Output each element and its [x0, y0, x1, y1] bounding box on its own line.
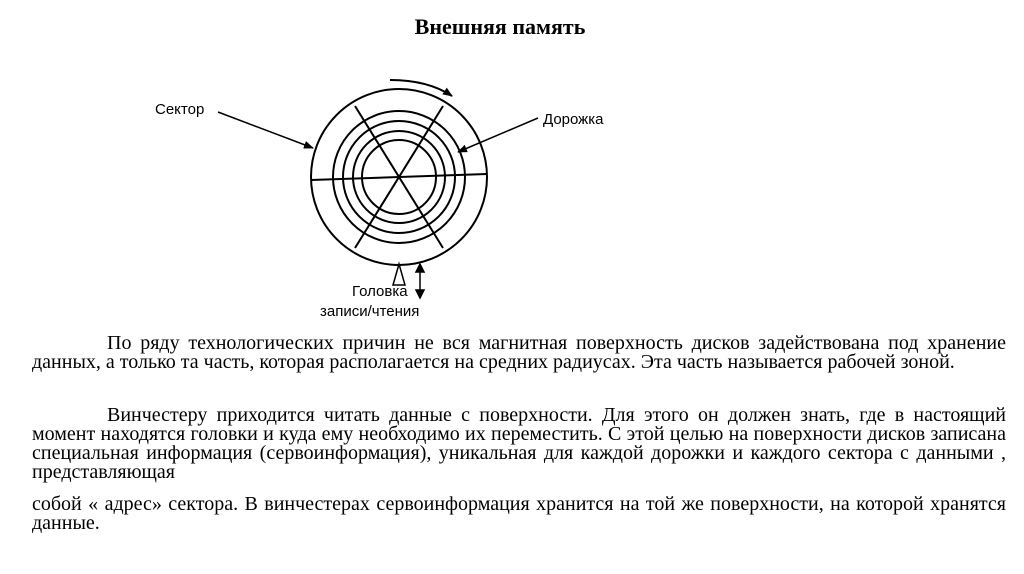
head-label-line2: записи/чтения — [320, 303, 420, 320]
track-label: Дорожка — [543, 111, 604, 128]
rotation-arrow — [390, 80, 452, 96]
head-label-line1: Головка — [352, 283, 408, 300]
paragraph-servo-info: Винчестеру приходится читать данные с поверхности. Для этого он должен знать, где в настоящий момент находятся головки и куда ему необходимо их переместить. С этой целью на поверхности дисков записана специальная информация (сервоинформация), уникальная для каждой дорожки и каждого сектора с данными , представляющая — [32, 404, 1006, 483]
sector-label: Сектор — [155, 101, 205, 118]
page-title: Внешняя память — [414, 14, 586, 39]
paragraph-sector-address: собой « адрес» сектора. В винчестерах сервоинформация хранится на той же поверхности, на которой хранятся данные. — [32, 493, 1006, 534]
sector-lines — [311, 106, 487, 248]
sector-pointer-arrow — [218, 112, 313, 148]
paragraph-working-zone: По ряду технологических причин не вся магнитная поверхность дисков задействована под хранение данных, а только та часть, которая располагается на средних радиусах. Эта часть называется рабочей зоной. — [32, 332, 1006, 373]
head-movement-arrow — [416, 264, 424, 298]
track-pointer-arrow — [458, 118, 538, 152]
